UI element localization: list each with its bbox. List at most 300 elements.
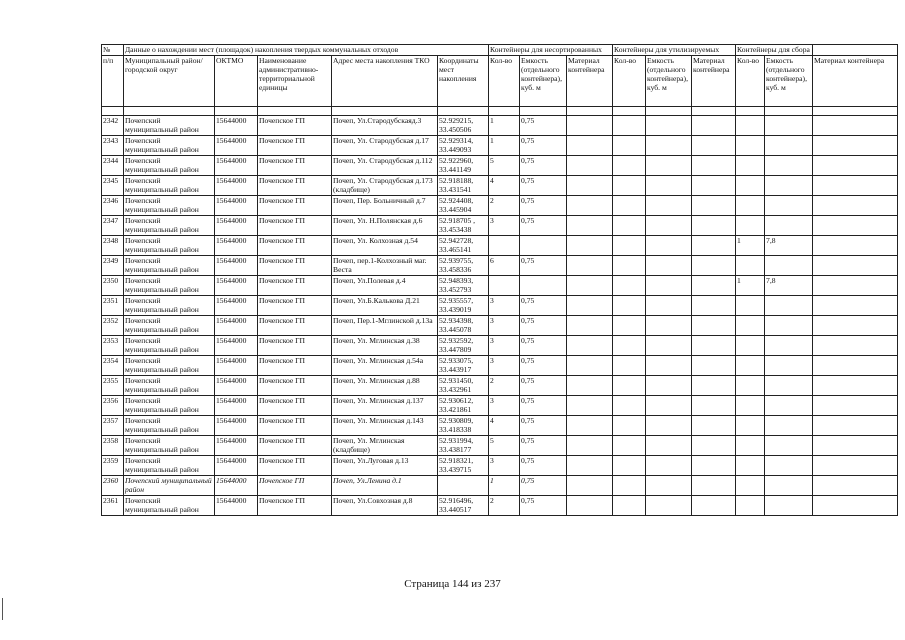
- recyclable-material-cell: [692, 436, 736, 456]
- recyclable-capacity-cell: [646, 316, 692, 336]
- admin-unit-cell: Почепское ГП: [258, 256, 332, 276]
- oktmo-cell: 15644000: [215, 416, 258, 436]
- header-row-columns: [102, 56, 898, 107]
- district-cell: Почепский муниципальный район: [124, 456, 215, 476]
- unsorted-capacity-cell: [520, 276, 567, 296]
- oktmo-cell: 15644000: [215, 156, 258, 176]
- table-row: [102, 316, 898, 336]
- row-number: 2345: [102, 176, 124, 196]
- collect-capacity-cell: [765, 356, 813, 376]
- collect-capacity-cell: [765, 456, 813, 476]
- admin-unit-cell: Почепское ГП: [258, 456, 332, 476]
- address-cell: Почеп, Ул. Мглинская д.137: [332, 396, 438, 416]
- recyclable-count-cell: [613, 256, 646, 276]
- recyclable-material-cell: [692, 176, 736, 196]
- page-number: Страница 144 из 237: [404, 578, 501, 590]
- collect-capacity-cell: [765, 256, 813, 276]
- unsorted-capacity-cell: 0,75: [520, 316, 567, 336]
- table-row: [102, 136, 898, 156]
- recyclable-count-cell: [613, 456, 646, 476]
- header-collect-count: Кол-во: [736, 56, 765, 107]
- row-number: 2344: [102, 156, 124, 176]
- coordinates-cell: 52.933075, 33.443917: [438, 356, 489, 376]
- admin-unit-cell: Почепское ГП: [258, 416, 332, 436]
- collect-material-cell: [813, 456, 898, 476]
- table-row: [102, 476, 898, 496]
- coordinates-cell: [438, 476, 489, 496]
- admin-unit-cell: Почепское ГП: [258, 156, 332, 176]
- row-number: 2351: [102, 296, 124, 316]
- header-collect-capacity: Емкость (отдельного контейнера), куб. м: [765, 56, 813, 107]
- recyclable-material-cell: [692, 496, 736, 516]
- recyclable-capacity-cell: [646, 336, 692, 356]
- address-cell: Почеп, Ул.Б.Калькова Д.21: [332, 296, 438, 316]
- header-address: Адрес места накопления ТКО: [332, 56, 438, 107]
- district-cell: Почепский муниципальный район: [124, 436, 215, 456]
- coordinates-cell: 52.931994, 33.438177: [438, 436, 489, 456]
- address-cell: Почеп, Ул. Стародубская д.112: [332, 156, 438, 176]
- collect-count-cell: [736, 356, 765, 376]
- table-row: [102, 376, 898, 396]
- address-cell: Почеп, Ул. Стародубская д.17: [332, 136, 438, 156]
- collect-capacity-cell: [765, 316, 813, 336]
- coordinates-cell: 52.930809, 33.418338: [438, 416, 489, 436]
- oktmo-cell: 15644000: [215, 456, 258, 476]
- collect-count-cell: [736, 496, 765, 516]
- header-pp: п/п: [102, 56, 124, 107]
- collect-capacity-cell: [765, 376, 813, 396]
- coordinates-cell: 52.929314, 33.449093: [438, 136, 489, 156]
- unsorted-count-cell: 2: [489, 496, 520, 516]
- collect-material-cell: [813, 476, 898, 496]
- admin-unit-cell: Почепское ГП: [258, 276, 332, 296]
- oktmo-cell: 15644000: [215, 256, 258, 276]
- row-number: 2347: [102, 216, 124, 236]
- unsorted-material-cell: [567, 236, 613, 256]
- oktmo-cell: 15644000: [215, 316, 258, 336]
- table-row: [102, 336, 898, 356]
- collect-material-cell: [813, 156, 898, 176]
- collect-material-cell: [813, 236, 898, 256]
- unsorted-material-cell: [567, 176, 613, 196]
- oktmo-cell: 15644000: [215, 436, 258, 456]
- collect-capacity-cell: [765, 496, 813, 516]
- header-collect-material: Материал контейнера: [813, 56, 898, 107]
- unsorted-capacity-cell: 0,75: [520, 156, 567, 176]
- address-cell: Почеп, Ул. Н.Полянская д.6: [332, 216, 438, 236]
- row-number: 2361: [102, 496, 124, 516]
- unsorted-capacity-cell: 0,75: [520, 116, 567, 136]
- recyclable-count-cell: [613, 156, 646, 176]
- oktmo-cell: 15644000: [215, 216, 258, 236]
- header-group-recyclable: Контейнеры для утилизируемых: [613, 45, 736, 56]
- address-cell: Почеп, Ул. Мглинская д.54а: [332, 356, 438, 376]
- header-no: №: [102, 45, 124, 56]
- admin-unit-cell: Почепское ГП: [258, 216, 332, 236]
- district-cell: Почепский муниципальный район: [124, 296, 215, 316]
- address-cell: Почеп, Ул. Мглинская д.38: [332, 336, 438, 356]
- recyclable-capacity-cell: [646, 136, 692, 156]
- header-recyclable-count: Кол-во: [613, 56, 646, 107]
- unsorted-count-cell: 3: [489, 356, 520, 376]
- header-group-data: Данные о нахождении мест (площадок) накопления твердых коммунальных отходов: [124, 45, 489, 56]
- collect-capacity-cell: [765, 196, 813, 216]
- recyclable-capacity-cell: [646, 396, 692, 416]
- recyclable-capacity-cell: [646, 476, 692, 496]
- recyclable-capacity-cell: [646, 496, 692, 516]
- unsorted-material-cell: [567, 496, 613, 516]
- recyclable-count-cell: [613, 116, 646, 136]
- district-cell: Почепский муниципальный район: [124, 136, 215, 156]
- header-group-unsorted: Контейнеры для несортированных: [489, 45, 613, 56]
- unsorted-capacity-cell: 0,75: [520, 416, 567, 436]
- recyclable-material-cell: [692, 376, 736, 396]
- header-empty: [813, 45, 898, 56]
- row-number: 2346: [102, 196, 124, 216]
- unsorted-capacity-cell: 0,75: [520, 256, 567, 276]
- collect-count-cell: [736, 376, 765, 396]
- address-cell: Почеп, Ул.Луговая д.13: [332, 456, 438, 476]
- table-row: [102, 356, 898, 376]
- row-number: 2357: [102, 416, 124, 436]
- collect-count-cell: [736, 416, 765, 436]
- district-cell: Почепский муниципальный район: [124, 336, 215, 356]
- coordinates-cell: 52.935557, 33.439019: [438, 296, 489, 316]
- unsorted-material-cell: [567, 416, 613, 436]
- unsorted-count-cell: 3: [489, 316, 520, 336]
- address-cell: Почеп, Ул.Полевая д.4: [332, 276, 438, 296]
- address-cell: Почеп, Ул.Ленина д.1: [332, 476, 438, 496]
- address-cell: Почеп, Ул.Совхозная д.8: [332, 496, 438, 516]
- collect-capacity-cell: [765, 436, 813, 456]
- unsorted-capacity-cell: [520, 236, 567, 256]
- collect-count-cell: [736, 116, 765, 136]
- table-row: [102, 236, 898, 256]
- unsorted-capacity-cell: 0,75: [520, 136, 567, 156]
- oktmo-cell: 15644000: [215, 356, 258, 376]
- unsorted-count-cell: 1: [489, 116, 520, 136]
- table-row: [102, 416, 898, 436]
- unsorted-material-cell: [567, 336, 613, 356]
- recyclable-capacity-cell: [646, 176, 692, 196]
- collect-material-cell: [813, 336, 898, 356]
- recyclable-material-cell: [692, 476, 736, 496]
- collect-capacity-cell: [765, 296, 813, 316]
- recyclable-count-cell: [613, 376, 646, 396]
- recyclable-capacity-cell: [646, 456, 692, 476]
- recyclable-count-cell: [613, 336, 646, 356]
- address-cell: Почеп, пер.1-Колхозный маг. Веста: [332, 256, 438, 276]
- admin-unit-cell: Почепское ГП: [258, 316, 332, 336]
- recyclable-count-cell: [613, 136, 646, 156]
- collect-capacity-cell: [765, 216, 813, 236]
- header-recyclable-capacity: Емкость (отдельного контейнера), куб. м: [646, 56, 692, 107]
- header-unsorted-capacity: Емкость (отдельного контейнера), куб. м: [520, 56, 567, 107]
- coordinates-cell: 52.918705 , 33.453438: [438, 216, 489, 236]
- table-row: [102, 496, 898, 516]
- row-number: 2360: [102, 476, 124, 496]
- recyclable-count-cell: [613, 236, 646, 256]
- admin-unit-cell: Почепское ГП: [258, 476, 332, 496]
- unsorted-material-cell: [567, 436, 613, 456]
- oktmo-cell: 15644000: [215, 176, 258, 196]
- collect-material-cell: [813, 316, 898, 336]
- unsorted-capacity-cell: 0,75: [520, 216, 567, 236]
- recyclable-material-cell: [692, 276, 736, 296]
- collect-material-cell: [813, 396, 898, 416]
- admin-unit-cell: Почепское ГП: [258, 136, 332, 156]
- district-cell: Почепский муниципальный район: [124, 236, 215, 256]
- unsorted-count-cell: 2: [489, 376, 520, 396]
- row-number: 2355: [102, 376, 124, 396]
- oktmo-cell: 15644000: [215, 236, 258, 256]
- collect-count-cell: [736, 476, 765, 496]
- unsorted-capacity-cell: 0,75: [520, 456, 567, 476]
- recyclable-material-cell: [692, 196, 736, 216]
- coordinates-cell: 52.934398, 33.445078: [438, 316, 489, 336]
- recyclable-material-cell: [692, 316, 736, 336]
- unsorted-count-cell: 3: [489, 396, 520, 416]
- table-row: [102, 296, 898, 316]
- unsorted-count-cell: 3: [489, 216, 520, 236]
- collect-count-cell: [736, 436, 765, 456]
- collect-material-cell: [813, 116, 898, 136]
- recyclable-count-cell: [613, 296, 646, 316]
- unsorted-material-cell: [567, 316, 613, 336]
- district-cell: Почепский муниципальный район: [124, 156, 215, 176]
- unsorted-count-cell: 4: [489, 416, 520, 436]
- unsorted-material-cell: [567, 256, 613, 276]
- collect-count-cell: [736, 316, 765, 336]
- coordinates-cell: 52.942728, 33.465141: [438, 236, 489, 256]
- row-number: 2342: [102, 116, 124, 136]
- address-cell: Почеп, Ул. Мглинская (кладбище): [332, 436, 438, 456]
- recyclable-count-cell: [613, 496, 646, 516]
- table-row: [102, 456, 898, 476]
- district-cell: Почепский муниципальный район: [124, 276, 215, 296]
- recyclable-count-cell: [613, 176, 646, 196]
- recyclable-count-cell: [613, 316, 646, 336]
- recyclable-count-cell: [613, 436, 646, 456]
- unsorted-count-cell: [489, 236, 520, 256]
- unsorted-capacity-cell: 0,75: [520, 356, 567, 376]
- unsorted-capacity-cell: 0,75: [520, 176, 567, 196]
- unsorted-material-cell: [567, 196, 613, 216]
- collect-material-cell: [813, 496, 898, 516]
- admin-unit-cell: Почепское ГП: [258, 196, 332, 216]
- admin-unit-cell: Почепское ГП: [258, 176, 332, 196]
- district-cell: Почепский муниципальный район: [124, 416, 215, 436]
- district-cell: Почепский муниципальный район: [124, 256, 215, 276]
- recyclable-material-cell: [692, 236, 736, 256]
- table-row: [102, 276, 898, 296]
- collect-capacity-cell: [765, 476, 813, 496]
- collect-capacity-cell: [765, 336, 813, 356]
- recyclable-capacity-cell: [646, 436, 692, 456]
- address-cell: Почеп, Ул. Колхозная д.54: [332, 236, 438, 256]
- collect-count-cell: [736, 216, 765, 236]
- oktmo-cell: 15644000: [215, 196, 258, 216]
- collect-material-cell: [813, 216, 898, 236]
- unsorted-count-cell: 5: [489, 436, 520, 456]
- unsorted-capacity-cell: 0,75: [520, 196, 567, 216]
- recyclable-capacity-cell: [646, 216, 692, 236]
- recyclable-capacity-cell: [646, 256, 692, 276]
- recyclable-capacity-cell: [646, 276, 692, 296]
- collect-material-cell: [813, 276, 898, 296]
- unsorted-capacity-cell: 0,75: [520, 376, 567, 396]
- collect-material-cell: [813, 196, 898, 216]
- recyclable-capacity-cell: [646, 116, 692, 136]
- oktmo-cell: 15644000: [215, 396, 258, 416]
- collect-capacity-cell: [765, 416, 813, 436]
- admin-unit-cell: Почепское ГП: [258, 496, 332, 516]
- recyclable-count-cell: [613, 276, 646, 296]
- oktmo-cell: 15644000: [215, 276, 258, 296]
- recyclable-count-cell: [613, 396, 646, 416]
- row-number: 2356: [102, 396, 124, 416]
- collect-capacity-cell: [765, 136, 813, 156]
- unsorted-count-cell: 2: [489, 196, 520, 216]
- table-row: [102, 256, 898, 276]
- admin-unit-cell: Почепское ГП: [258, 356, 332, 376]
- header-unsorted-material: Материал контейнера: [567, 56, 613, 107]
- table-row: [102, 396, 898, 416]
- recyclable-capacity-cell: [646, 356, 692, 376]
- unsorted-capacity-cell: 0,75: [520, 476, 567, 496]
- admin-unit-cell: Почепское ГП: [258, 236, 332, 256]
- coordinates-cell: 52.939755, 33.458336: [438, 256, 489, 276]
- address-cell: Почеп, Ул. Мглинская д.88: [332, 376, 438, 396]
- unsorted-count-cell: 1: [489, 136, 520, 156]
- table-row: [102, 436, 898, 456]
- unsorted-material-cell: [567, 156, 613, 176]
- row-number: 2358: [102, 436, 124, 456]
- unsorted-material-cell: [567, 116, 613, 136]
- district-cell: Почепский муниципальный район: [124, 196, 215, 216]
- collect-count-cell: [736, 336, 765, 356]
- oktmo-cell: 15644000: [215, 136, 258, 156]
- collect-material-cell: [813, 296, 898, 316]
- collect-material-cell: [813, 436, 898, 456]
- unsorted-capacity-cell: 0,75: [520, 396, 567, 416]
- coordinates-cell: 52.918321, 33.439715: [438, 456, 489, 476]
- district-cell: Почепский муниципальный район: [124, 316, 215, 336]
- unsorted-material-cell: [567, 456, 613, 476]
- coordinates-cell: 52.929215, 33.450506: [438, 116, 489, 136]
- collect-count-cell: [736, 256, 765, 276]
- row-number: 2359: [102, 456, 124, 476]
- unsorted-count-cell: 6: [489, 256, 520, 276]
- header-recyclable-material: Материал контейнера: [692, 56, 736, 107]
- collect-material-cell: [813, 256, 898, 276]
- header-district: Муниципальный район/городской округ: [124, 56, 215, 107]
- header-spacer-row: [102, 107, 898, 116]
- district-cell: Почепский муниципальный район: [124, 396, 215, 416]
- district-cell: Почепский муниципальный район: [124, 176, 215, 196]
- coordinates-cell: 52.948393, 33.452793: [438, 276, 489, 296]
- collect-count-cell: 1: [736, 236, 765, 256]
- address-cell: Почеп, Пер. Больничный д.7: [332, 196, 438, 216]
- district-cell: Почепский муниципальный район: [124, 476, 215, 496]
- recyclable-material-cell: [692, 336, 736, 356]
- collect-capacity-cell: 7,8: [765, 276, 813, 296]
- collect-count-cell: 1: [736, 276, 765, 296]
- table-row: [102, 216, 898, 236]
- admin-unit-cell: Почепское ГП: [258, 436, 332, 456]
- unsorted-material-cell: [567, 476, 613, 496]
- collect-material-cell: [813, 416, 898, 436]
- unsorted-material-cell: [567, 296, 613, 316]
- table-row: [102, 156, 898, 176]
- table-row: [102, 116, 898, 136]
- district-cell: Почепский муниципальный район: [124, 116, 215, 136]
- row-number: 2343: [102, 136, 124, 156]
- oktmo-cell: 15644000: [215, 376, 258, 396]
- header-row-groups: [102, 45, 898, 56]
- collect-count-cell: [736, 456, 765, 476]
- district-cell: Почепский муниципальный район: [124, 216, 215, 236]
- unsorted-capacity-cell: 0,75: [520, 296, 567, 316]
- unsorted-count-cell: 5: [489, 156, 520, 176]
- unsorted-material-cell: [567, 376, 613, 396]
- oktmo-cell: 15644000: [215, 296, 258, 316]
- recyclable-capacity-cell: [646, 296, 692, 316]
- row-number: 2350: [102, 276, 124, 296]
- collect-capacity-cell: [765, 116, 813, 136]
- collect-capacity-cell: [765, 396, 813, 416]
- collect-count-cell: [736, 136, 765, 156]
- coordinates-cell: 52.930612, 33.421861: [438, 396, 489, 416]
- unsorted-count-cell: 3: [489, 456, 520, 476]
- recyclable-count-cell: [613, 216, 646, 236]
- row-number: 2352: [102, 316, 124, 336]
- address-cell: Почеп, Ул. Стародубская д.173 (кладбище): [332, 176, 438, 196]
- recyclable-capacity-cell: [646, 236, 692, 256]
- coordinates-cell: 52.932592, 33.447809: [438, 336, 489, 356]
- district-cell: Почепский муниципальный район: [124, 496, 215, 516]
- admin-unit-cell: Почепское ГП: [258, 336, 332, 356]
- district-cell: Почепский муниципальный район: [124, 356, 215, 376]
- recyclable-material-cell: [692, 396, 736, 416]
- unsorted-capacity-cell: 0,75: [520, 436, 567, 456]
- recyclable-material-cell: [692, 456, 736, 476]
- collect-capacity-cell: 7,8: [765, 236, 813, 256]
- collect-material-cell: [813, 176, 898, 196]
- recyclable-material-cell: [692, 216, 736, 236]
- collect-count-cell: [736, 176, 765, 196]
- unsorted-material-cell: [567, 396, 613, 416]
- recyclable-material-cell: [692, 356, 736, 376]
- collect-material-cell: [813, 356, 898, 376]
- admin-unit-cell: Почепское ГП: [258, 376, 332, 396]
- recyclable-capacity-cell: [646, 156, 692, 176]
- oktmo-cell: 15644000: [215, 496, 258, 516]
- recyclable-material-cell: [692, 416, 736, 436]
- document-page: [101, 44, 898, 516]
- header-coordinates: Координаты мест накопления: [438, 56, 489, 107]
- collect-capacity-cell: [765, 156, 813, 176]
- recyclable-count-cell: [613, 476, 646, 496]
- recyclable-material-cell: [692, 156, 736, 176]
- recyclable-material-cell: [692, 256, 736, 276]
- recyclable-material-cell: [692, 116, 736, 136]
- coordinates-cell: 52.931450, 33.432961: [438, 376, 489, 396]
- header-oktmo: ОКТМО: [215, 56, 258, 107]
- unsorted-capacity-cell: 0,75: [520, 496, 567, 516]
- header-admin-unit: Наименование административно-территориальной единицы: [258, 56, 332, 107]
- address-cell: Почеп, Ул. Мглинская д.143: [332, 416, 438, 436]
